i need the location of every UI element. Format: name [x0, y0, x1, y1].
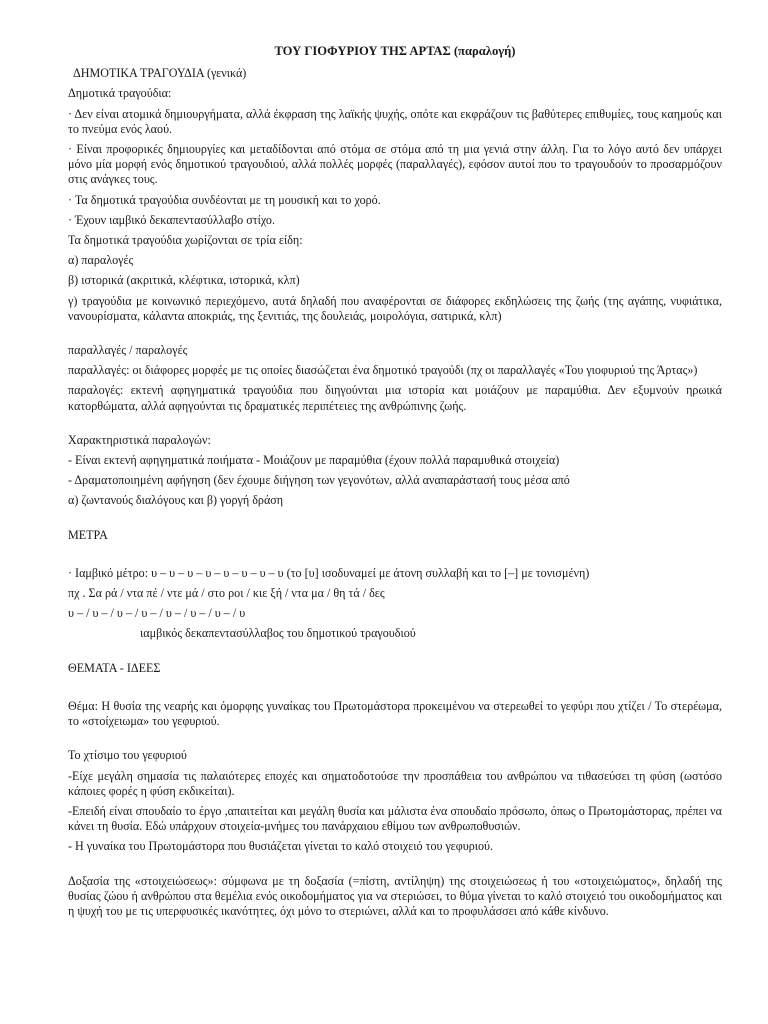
- meter-caption: ιαμβικός δεκαπεντασύλλαβος του δημοτικού τραγουδιού: [140, 626, 416, 641]
- list-item: - Είναι εκτενή αφηγηματικά ποιήματα - Μοιάζουν με παραμύθια (έχουν πολλά παραμυθικά στοιχεία): [68, 453, 560, 468]
- meter-scheme: υ – / υ – / υ – / υ – / υ – / υ – / υ – / υ: [68, 606, 246, 621]
- bullet-paragraph: · Τα δημοτικά τραγούδια συνδέονται με τη μουσική και το χορό.: [68, 192, 381, 207]
- list-item: α) παραλογές: [68, 253, 134, 268]
- section-heading-characteristics: Χαρακτηριστικά παραλογών:: [68, 432, 211, 447]
- bullet-paragraph: · Ιαμβικό μέτρο: υ – υ – υ – υ – υ – υ – υ – υ (το [υ] ισοδυναμεί με άτονη συλλαβή και το [–] με τονισμένη): [68, 565, 590, 580]
- document-title: ΤΟΥ ΓΙΟΦΥΡΙΟΥ ΤΗΣ ΑΡΤΑΣ (παραλογή): [274, 44, 516, 58]
- belief-paragraph: Δοξασία της «στοιχειώσεως»: σύμφωνα με τη δοξασία (=πίστη, αντίληψη) της στοιχειώσεως ή του «στοιχειώματος», δηλαδή της θυσίας ζώου ή ανθρώπου στα θεμέλια ενός οικοδομήματος για να στεριώσει, το θύμα γίνεται το καλό στοιχειό του οικοδομήματος και η ψυχή του με τις υπερφυσικές ικανότητες, όχι μόνο το στεριώνει, αλλά και το προφυλάσσει από κάθε κίνδυνο.: [68, 873, 722, 918]
- theme-paragraph: Θέμα: Η θυσία της νεαρής και όμορφης γυναίκας του Πρωτομάστορα προκειμένου να στερεωθεί το γεφύρι που χτίζει / Το στερέωμα, το «στοίχειωμα» του γεφυριού.: [68, 698, 722, 729]
- list-item: α) ζωντανούς διαλόγους και β) γοργή δράση: [68, 493, 284, 508]
- list-item: - Δραματοποιημένη αφήγηση (δεν έχουμε διήγηση των γεγονότων, αλλά αναπαράστασή τους μέσα από: [68, 473, 570, 488]
- paragraph: Τα δημοτικά τραγούδια χωρίζονται σε τρία είδη:: [68, 233, 303, 248]
- definition-paragraph: παραλογές: εκτενή αφηγηματικά τραγούδια που διηγούνται μια ιστορία και μοιάζουν με παραμύθια. Δεν εξυμνούν ηρωικά κατορθώματα, αλλά αφηγούνται τις δραματικές περιπέτειες της ανθρώπινης ζωής.: [68, 383, 722, 413]
- definition-paragraph: παραλλαγές: οι διάφορες μορφές με τις οποίες διασώζεται ένα δημοτικό τραγούδι (πχ οι παραλλαγές «Του γιοφυριού της Άρτας»): [68, 363, 698, 378]
- bullet-paragraph: · Δεν είναι ατομικά δημιουργήματα, αλλά έκφραση της λαϊκής ψυχής, οπότε και εκφράζουν τις βαθύτερες επιθυμίες, τους καημούς και το πνεύμα ενός λαού.: [68, 106, 722, 136]
- document-page: [68, 44, 722, 924]
- list-item: -Επειδή είναι σπουδαίο το έργο ,απαιτείται και μεγάλη θυσία και μάλιστα ένα σπουδαίο πρόσωπο, όπως ο Πρωτομάστορας, πρέπει να κάνει τη θυσία. Εδώ υπάρχουν στοιχεία-μνήμες του πανάρχαιου εθίμου των ανθρωποθυσιών.: [68, 803, 722, 834]
- list-item: γ) τραγούδια με κοινωνικό περιεχόμενο, αυτά δηλαδή που αναφέρονται σε διάφορες εκδηλώσεις της ζωής (της αγάπης, νυφιάτικα, νανουρίσματα, κάλαντα αποκριάς, της ξενιτιάς, της δουλειάς, μοιρολόγια, σατιρικά, κλπ): [68, 293, 722, 323]
- bullet-paragraph: · Είναι προφορικές δημιουργίες και μεταδίδονται από στόμα σε στόμα από τη μια γενιά στην άλλη. Για το λόγο αυτό δεν υπάρχει μόνο μία μορφή ενός δημοτικού τραγουδιού, αλλά πολλές μορφές (παραλλαγές), εφόσον αυτοί που το τραγουδούν το προσαρμόζουν στις ανάγκες τους.: [68, 142, 722, 187]
- meter-example: πχ . Σα ρά / ντα πέ / ντε μά / στο ροι / κιε ξή / ντα μα / θη τά / δες: [68, 586, 385, 601]
- subheading-folk-songs: Δημοτικά τραγούδια:: [68, 86, 172, 101]
- section-heading-meters: ΜΕΤΡΑ: [68, 527, 108, 542]
- list-item: β) ιστορικά (ακριτικά, κλέφτικα, ιστορικά, κλπ): [68, 273, 300, 288]
- bullet-paragraph: · Έχουν ιαμβικό δεκαπεντασύλλαβο στίχο.: [68, 212, 275, 227]
- section-heading-themes: ΘΕΜΑΤΑ - ΙΔΕΕΣ: [68, 660, 161, 675]
- section-heading-folk-songs: ΔΗΜΟΤΙΚΑ ΤΡΑΓΟΥΔΙΑ (γενικά): [73, 66, 247, 81]
- section-heading-variants: παραλλαγές / παραλογές: [68, 343, 188, 358]
- list-item: -Είχε μεγάλη σημασία τις παλαιότερες εποχές και σηματοδοτούσε την προσπάθεια του ανθρώπου να τιθασεύσει τη φύση (ωστόσο κάποιες φορές η φύση εκδικείται).: [68, 768, 722, 798]
- list-item: - Η γυναίκα του Πρωτομάστορα που θυσιάζεται γίνεται το καλό στοιχειό του γεφυριού.: [68, 839, 494, 854]
- subheading-bridge-building: Το χτίσιμο του γεφυριού: [68, 748, 187, 763]
